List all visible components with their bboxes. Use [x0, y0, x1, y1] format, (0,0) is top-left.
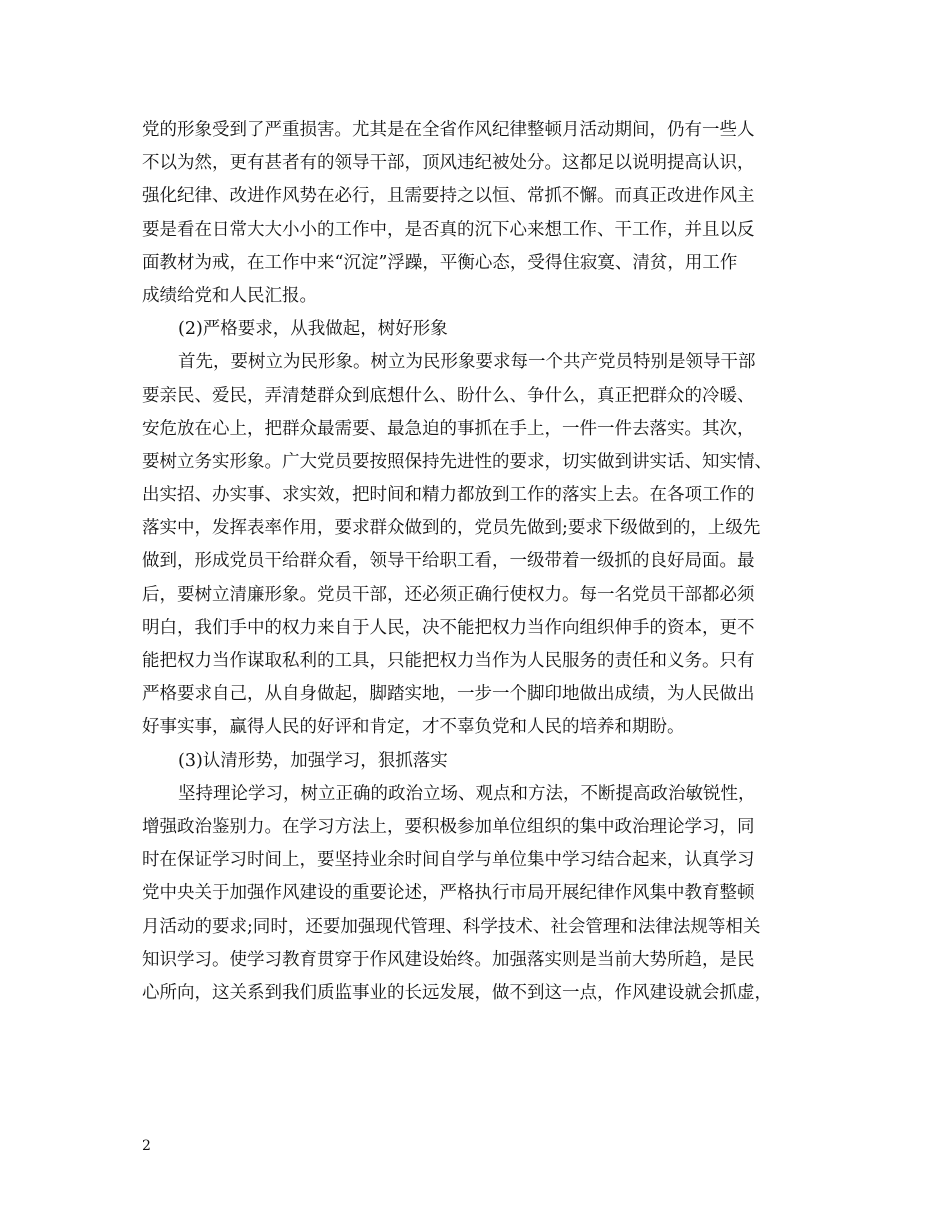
text-line: 坚持理论学习，树立正确的政治立场、观点和方法，不断提高政治敏锐性， [178, 783, 756, 804]
text-line: 增强政治鉴别力。在学习方法上，要积极参加单位组织的集中政治理论学习，同 [142, 816, 755, 837]
body-text [142, 114, 822, 1010]
text-line: 明白，我们手中的权力来自于人民，决不能把权力当作向组织伸手的资本，更不 [142, 617, 755, 638]
text-line: 严格要求自己，从自身做起，脚踏实地，一步一个脚印地做出成绩，为人民做出 [142, 684, 755, 705]
text-line: 面教材为戒，在工作中来“沉淀”浮躁，平衡心态，受得住寂寞、清贫，用工作 [142, 252, 738, 273]
text-line: 落实中，发挥表率作用，要求群众做到的，党员先做到;要求下级做到的，上级先 [142, 518, 761, 539]
text-line: 后，要树立清廉形象。党员干部，还必须正确行使权力。每一名党员干部都必须 [142, 584, 755, 605]
text-line: 要亲民、爱民，弄清楚群众到底想什么、盼什么、争什么，真正把群众的冷暖、 [142, 385, 755, 406]
page-number: 2 [142, 1138, 151, 1154]
text-line: 要树立务实形象。广大党员要按照保持先进性的要求，切实做到讲实话、知实情、 [142, 451, 772, 472]
text-line: 要是看在日常大大小小的工作中，是否真的沉下心来想工作、干工作，并且以反 [142, 219, 755, 240]
text-line: 月活动的要求;同时，还要加强现代管理、科学技术、社会管理和法律法规等相关 [142, 916, 761, 937]
text-line: 能把权力当作谋取私利的工具，只能把权力当作为人民服务的责任和义务。只有 [142, 651, 755, 671]
text-line: 知识学习。使学习教育贯穿于作风建设始终。加强落实则是当前大势所趋，是民 [142, 949, 755, 970]
text-line: 强化纪律、改进作风势在必行，且需要持之以恒、常抓不懈。而真正改进作风主 [142, 186, 755, 207]
text-line: 安危放在心上，把群众最需要、最急迫的事抓在手上，一件一件去落实。其次， [142, 418, 755, 439]
text-line: (3)认清形势，加强学习，狠抓落实 [178, 750, 448, 771]
text-line: 出实招、办实事、求实效，把时间和精力都放到工作的落实上去。在各项工作的 [142, 485, 755, 506]
text-line: 时在保证学习时间上，要坚持业余时间自学与单位集中学习结合起来，认真学习 [142, 850, 755, 871]
text-line: 成绩给党和人民汇报。 [142, 285, 317, 306]
text-line: 党的形象受到了严重损害。尤其是在全省作风纪律整顿月活动期间，仍有一些人 [142, 120, 755, 140]
text-line: 做到，形成党员干给群众看，领导干给职工看，一级带着一级抓的良好局面。最 [142, 551, 755, 572]
text-line: 不以为然，更有甚者有的领导干部，顶风违纪被处分。这都足以说明提高认识， [142, 153, 755, 174]
text-line: (2)严格要求，从我做起，树好形象 [178, 319, 448, 340]
text-line: 首先，要树立为民形象。树立为民形象要求每一个共产党员特别是领导干部 [178, 352, 756, 373]
text-line: 好事实事，赢得人民的好评和肯定，才不辜负党和人民的培养和期盼。 [142, 717, 685, 738]
text-line: 党中央关于加强作风建设的重要论述，严格执行市局开展纪律作风集中教育整顿 [142, 883, 755, 904]
text-line: 心所向，这关系到我们质监事业的长远发展，做不到这一点，作风建设就会抓虚， [142, 982, 772, 1003]
